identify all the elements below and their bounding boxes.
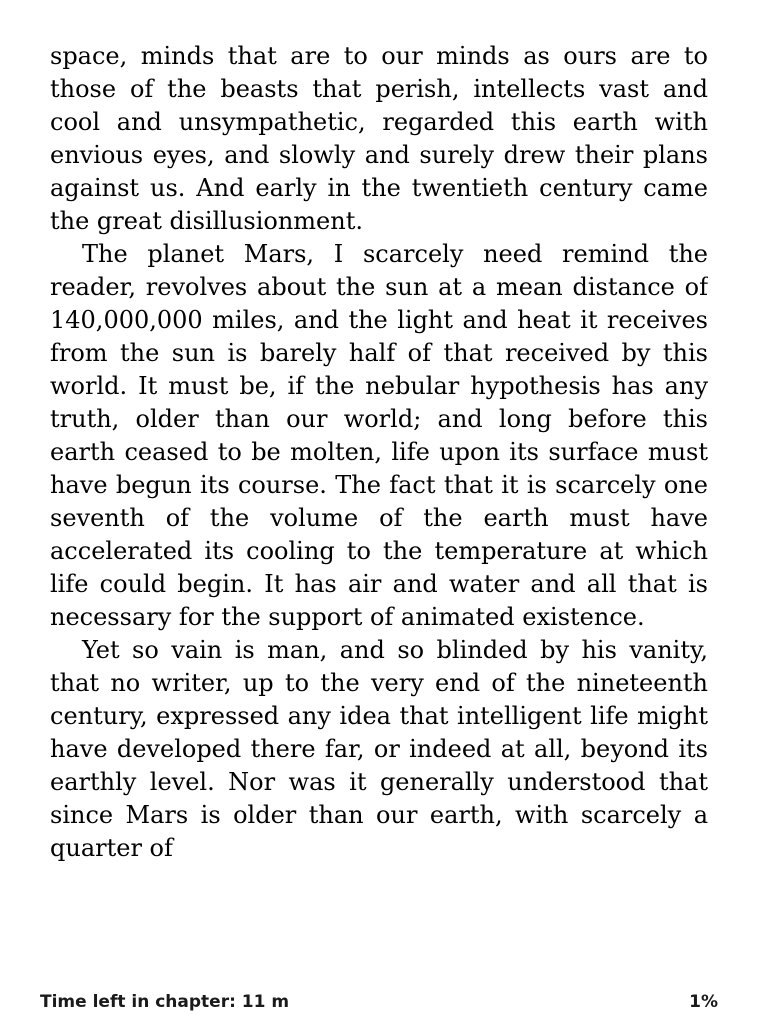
time-left-in-chapter: Time left in chapter: 11 m <box>40 992 290 1012</box>
paragraph-mars-planet: The planet Mars, I scarcely need remind the reader, revolves about the sun at a mean distance of 140,000,000 miles, and the light and heat it receives from the sun is barely half of that received by this world. It must be, if the nebular hypothesis has any truth, older than our world; and long before this earth ceased to be molten, life upon its surface must have begun its course. The fact that it is scarcely one seventh of the volume of the earth must have accelerated its cooling to the temperature at which life could begin. It has air and water and all that is necessary for the support of animated existence. <box>50 240 708 631</box>
paragraph-vanity-of-man: Yet so vain is man, and so blinded by his vanity, that no writer, up to the very end of the nineteenth century, expressed any idea that intelligent life might have developed there far, or indeed at all, beyond its earthly level. Nor was it generally understood that since Mars is older than our earth, with scarcely a quarter of <box>50 636 708 862</box>
reader-footer <box>40 992 718 1018</box>
reader-page[interactable] <box>50 40 708 970</box>
paragraph-continuation: space, minds that are to our minds as ours are to those of the beasts that perish, intellects vast and cool and unsympathetic, regarded this earth with envious eyes, and slowly and surely drew their plans against us. And early in the twentieth century came the great disillusionment. <box>50 42 708 235</box>
reading-progress-percent: 1% <box>689 992 718 1012</box>
